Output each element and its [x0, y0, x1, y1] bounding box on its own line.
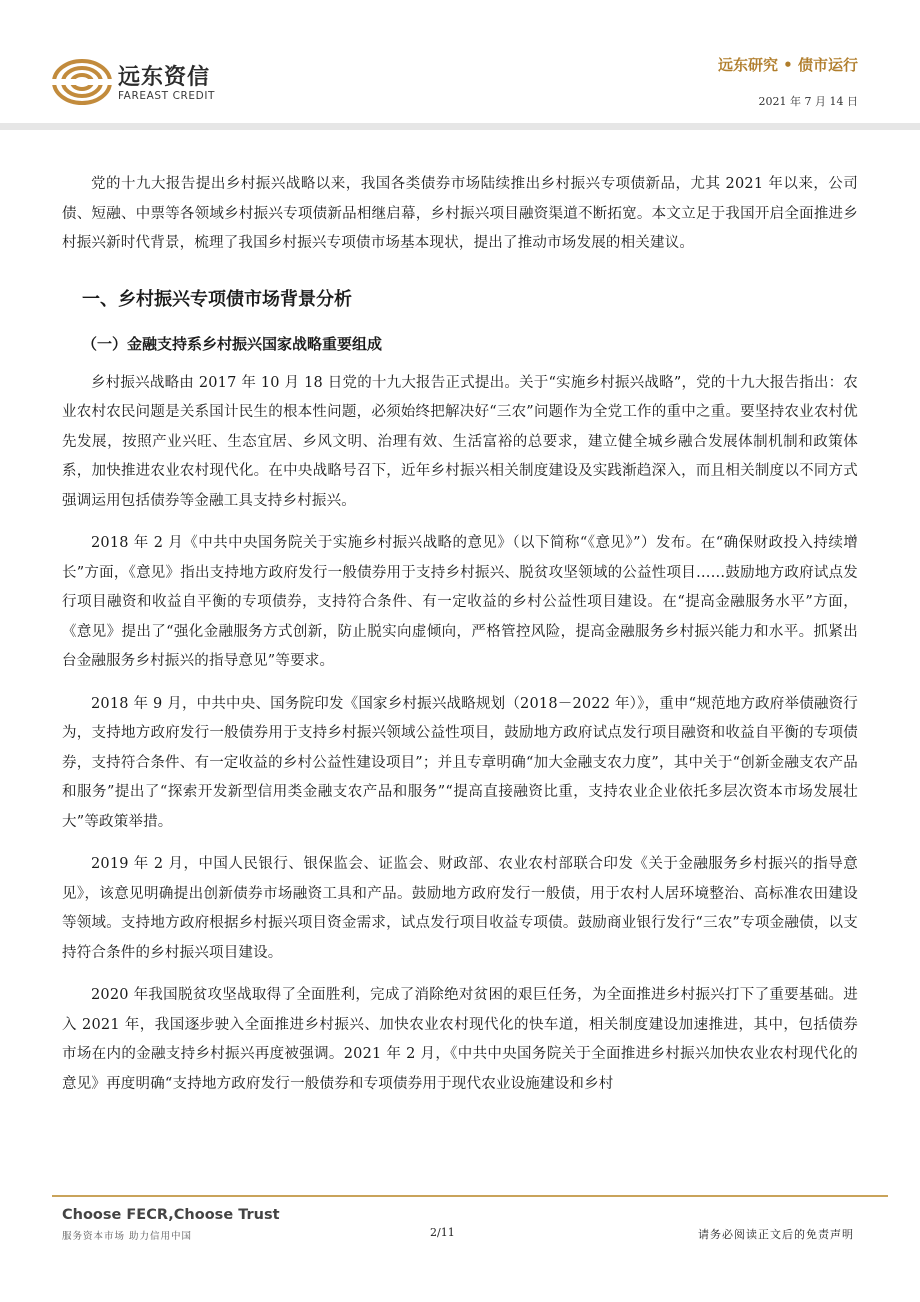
brand-name-cn: 远东资信 [118, 65, 211, 90]
report-date: 2021 年 7 月 14 日 [758, 95, 858, 108]
footer-slogan: Choose FECR,Choose Trust [62, 1207, 280, 1223]
page-number: 2/11 [430, 1226, 455, 1239]
body-paragraph: 2018 年 2 月《中共中央国务院关于实施乡村振兴战略的意见》（以下简称“《意见》”）发布。在“确保财政投入持续增长”方面，《意见》指出支持地方政府发行一般债券用于支持乡村振兴、脱贫攻坚领域的公益性项目……鼓励地方政府试点发行项目融资和收益自平衡的专项债券，支持符合条件、有一定收益的乡村公益性项目建设。在“提高金融服务水平”方面，《意见》提出了“强化金融服务方式创新，防止脱实向虚倾向，严格管控风险，提高金融服务乡村振兴能力和水平。抓紧出台金融服务乡村振兴的指导意见”等要求。 [62, 535, 858, 669]
footer-disclaimer: 请务必阅读正文后的免责声明 [698, 1228, 854, 1241]
subsection-heading: （一）金融支持系乡村振兴国家战略重要组成 [82, 334, 383, 353]
header-divider [0, 123, 920, 130]
fareast-logo-icon [52, 58, 112, 106]
report-series: 远东研究 • 债市运行 [717, 56, 858, 74]
brand-name-en: FAREAST CREDIT [118, 90, 216, 102]
intro-paragraph: 党的十九大报告提出乡村振兴战略以来，我国各类债券市场陆续推出乡村振兴专项债新品，尤其 2021 年以来，公司债、短融、中票等各领域乡村振兴专项债新品相继启幕，乡村振兴项目融资渠道不断拓宽。本文立足于我国开启全面推进乡村振兴新时代背景，梳理了我国乡村振兴专项债市场基本现状，提出了推动市场发展的相关建议。 [62, 176, 858, 251]
article-body [62, 170, 858, 1112]
body-paragraph: 2019 年 2 月，中国人民银行、银保监会、证监会、财政部、农业农村部联合印发《关于金融服务乡村振兴的指导意见》，该意见明确提出创新债券市场融资工具和产品。鼓励地方政府发行一般债，用于农村人居环境整治、高标准农田建设等领域。支持地方政府根据乡村振兴项目资金需求，试点发行项目收益专项债。鼓励商业银行发行“三农”专项金融债，以支持符合条件的乡村振兴项目建设。 [62, 856, 858, 961]
footer-divider [52, 1195, 888, 1197]
page-header [0, 0, 920, 130]
section-heading: 一、乡村振兴专项债市场背景分析 [82, 288, 352, 310]
body-paragraph: 2020 年我国脱贫攻坚战取得了全面胜利，完成了消除绝对贫困的艰巨任务，为全面推进乡村振兴打下了重要基础。进入 2021 年，我国逐步驶入全面推进乡村振兴、加快农业农村现代化的快车道，相关制度建设加速推进，其中，包括债券市场在内的金融支持乡村振兴再度被强调。2021 年 2 月，《中共中央国务院关于全面推进乡村振兴加快农业农村现代化的意见》再度明确“支持地方政府发行一般债券和专项债券用于现代农业设施建设和乡村 [62, 987, 858, 1092]
body-paragraph: 2018 年 9 月，中共中央、国务院印发《国家乡村振兴战略规划（2018－2022 年）》，重申“规范地方政府举债融资行为，支持地方政府发行一般债券用于支持乡村振兴领域公益性项目，鼓励地方政府试点发行项目融资和收益自平衡的专项债券，支持符合条件、有一定收益的乡村公益性建设项目”；并且专章明确“加大金融支农力度”，其中关于“创新金融支农产品和服务”提出了“探索开发新型信用类金融支农产品和服务”“提高直接融资比重，支持农业企业依托多层次资本市场发展壮大”等政策举措。 [62, 695, 858, 830]
footer-tagline: 服务资本市场 助力信用中国 [62, 1231, 193, 1242]
body-paragraph: 乡村振兴战略由 2017 年 10 月 18 日党的十九大报告正式提出。关于“实施乡村振兴战略”，党的十九大报告指出：农业农村农民问题是关系国计民生的根本性问题，必须始终把解决好“三农”问题作为全党工作的重中之重。要坚持农业农村优先发展，按照产业兴旺、生态宜居、乡风文明、治理有效、生活富裕的总要求，建立健全城乡融合发展体制机制和政策体系，加快推进农业农村现代化。在中央战略号召下，近年乡村振兴相关制度建设及实践渐趋深入，而且相关制度以不同方式强调运用包括债券等金融工具支持乡村振兴。 [62, 374, 858, 509]
